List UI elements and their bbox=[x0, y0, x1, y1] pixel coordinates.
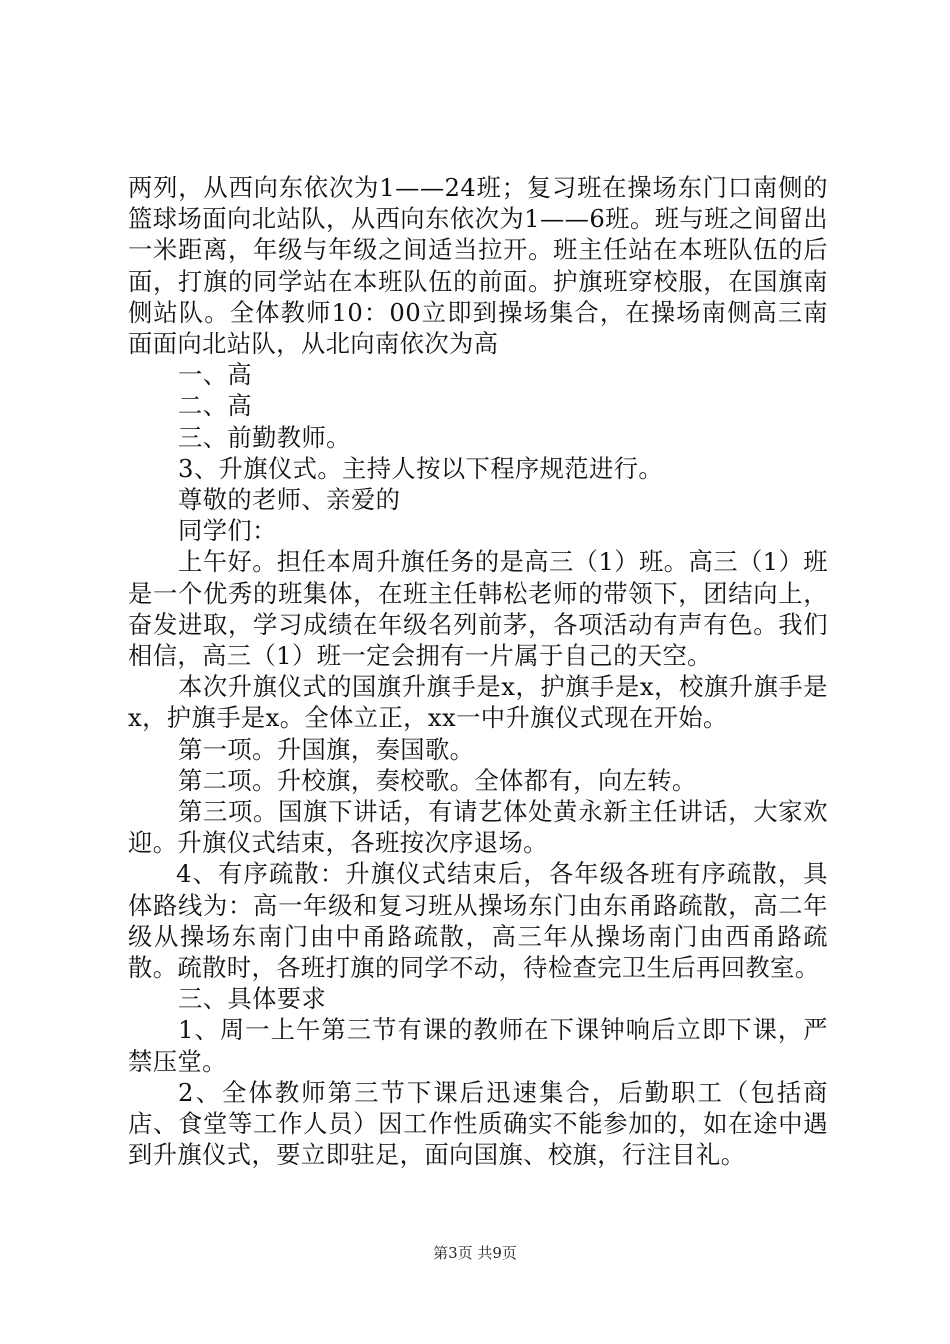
paragraph-9: 本次升旗仪式的国旗升旗手是x，护旗手是x，校旗升旗手是x，护旗手是x。全体立正，xx一中升旗仪式现在开始。 bbox=[128, 672, 828, 733]
paragraph-13: 4、有序疏散：升旗仪式结束后，各年级各班有序疏散，具体路线为：高一年级和复习班从操场东门由东甬路疏散，高二年级从操场东南门由中甬路疏散，高三年从操场南门由西甬路疏散。疏散时，各班打旗的同学不动，待检查完卫生后再回教室。 bbox=[128, 859, 828, 983]
paragraph-5: 3、升旗仪式。主持人按以下程序规范进行。 bbox=[178, 453, 664, 483]
paragraph-10: 第一项。升国旗，奏国歌。 bbox=[178, 734, 475, 764]
paragraph-16: 2、全体教师第三节下课后迅速集合，后勤职工（包括商店、食堂等工作人员）因工作性质确实不能参加的，如在途中遇到升旗仪式，要立即驻足，面向国旗、校旗，行注目礼。 bbox=[128, 1077, 828, 1170]
paragraph-1: 两列，从西向东依次为1——24班；复习班在操场东门口南侧的篮球场面向北站队，从西向东依次为1——6班。班与班之间留出一米距离，年级与年级之间适当拉开。班主任站在本班队伍的后面，打旗的同学站在本班队伍的前面。护旗班穿校服，在国旗南侧站队。全体教师10：00立即到操场集合，在操场南侧高三南面面向北站队，从北向南依次为高 bbox=[128, 173, 828, 359]
paragraph-2: 一、高 bbox=[178, 360, 253, 390]
paragraph-15: 1、周一上午第三节有课的教师在下课钟响后立即下课，严禁压堂。 bbox=[128, 1015, 828, 1076]
paragraph-12: 第三项。国旗下讲话，有请艺体处黄永新主任讲话，大家欢迎。升旗仪式结束，各班按次序退场。 bbox=[128, 797, 828, 858]
paragraph-11: 第二项。升校旗，奏校歌。全体都有，向左转。 bbox=[178, 765, 697, 795]
paragraph-8: 上午好。担任本周升旗任务的是高三（1）班。高三（1）班是一个优秀的班集体，在班主任韩松老师的带领下，团结向上，奋发进取，学习成绩在年级名列前茅，各项活动有声有色。我们相信，高三（1）班一定会拥有一片属于自己的天空。 bbox=[128, 547, 828, 671]
paragraph-7: 同学们： bbox=[178, 516, 277, 546]
page-number-footer: 第3页 共9页 bbox=[433, 1244, 517, 1262]
paragraph-14: 三、具体要求 bbox=[178, 984, 327, 1014]
document-body bbox=[128, 172, 828, 1171]
paragraph-4: 三、前勤教师。 bbox=[178, 422, 351, 452]
paragraph-3: 二、高 bbox=[178, 391, 253, 421]
paragraph-6: 尊敬的老师、亲爱的 bbox=[178, 485, 401, 515]
